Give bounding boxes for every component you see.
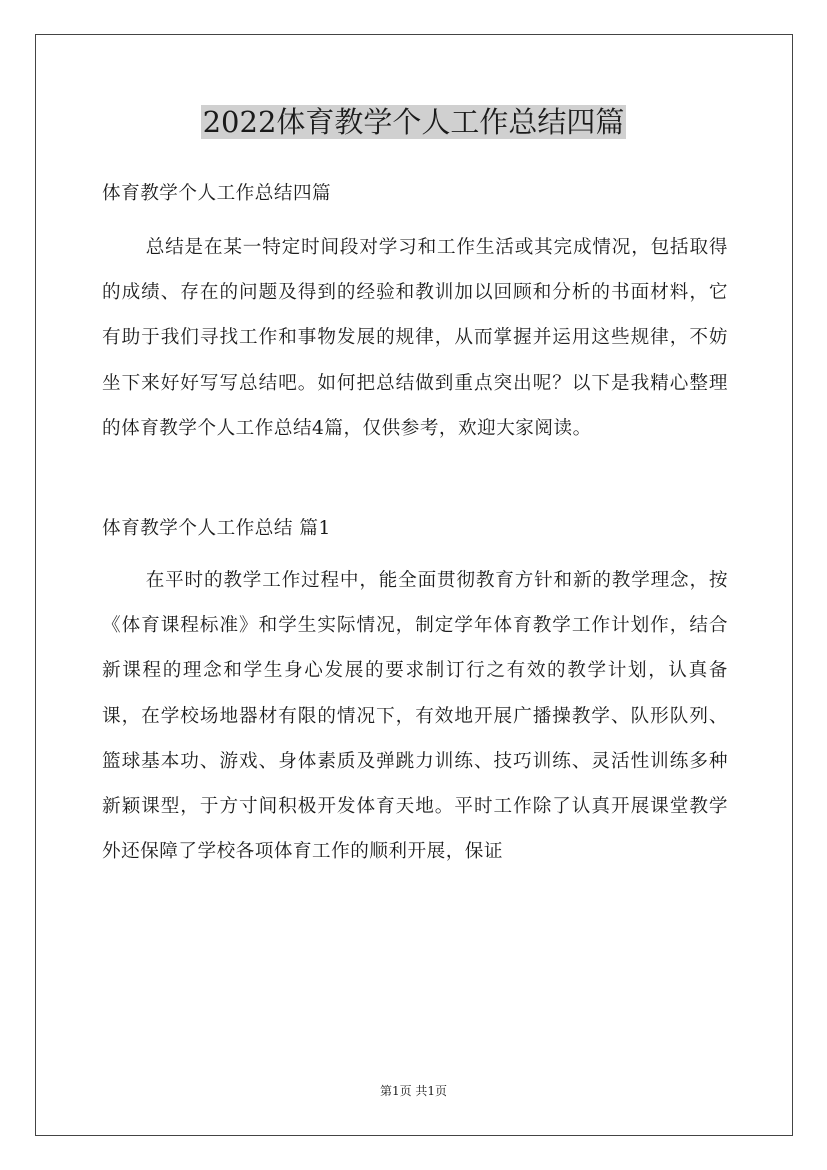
document-title-text: 2022体育教学个人工作总结四篇 <box>202 105 625 139</box>
section1-paragraph: 在平时的教学工作过程中，能全面贯彻教育方针和新的教学理念，按《体育课程标准》和学生实际情况，制定学年体育教学工作计划作，结合新课程的理念和学生身心发展的要求制订行之有效的教学计划，认真备课，在学校场地器材有限的情况下，有效地开展广播操教学、队形队列、篮球基本功、游戏、身体素质及弹跳力训练、技巧训练、灵活性训练多种新颖课型，于方寸间积极开发体育天地。平时工作除了认真开展课堂教学外还保障了学校各项体育工作的顺利开展，保证 <box>102 570 728 863</box>
spacer <box>102 551 728 558</box>
page-footer: 第1页 共1页 <box>379 1084 448 1098</box>
intro-heading: 体育教学个人工作总结四篇 <box>102 183 332 204</box>
document-title <box>0 100 827 144</box>
spacer <box>102 216 728 225</box>
section1-heading: 体育教学个人工作总结 篇1 <box>102 518 331 540</box>
document-body <box>102 172 728 874</box>
intro-paragraph: 总结是在某一特定时间段对学习和工作生活或其完成情况，包括取得的成绩、存在的问题及得到的经验和教训加以回顾和分析的书面材料，它有助于我们寻找工作和事物发展的规律，从而掌握并运用这些规律，不妨坐下来好好写写总结吧。如何把总结做到重点突出呢？以下是我精心整理的体育教学个人工作总结4篇，仅供参考，欢迎大家阅读。 <box>102 237 728 439</box>
spacer <box>102 451 728 507</box>
